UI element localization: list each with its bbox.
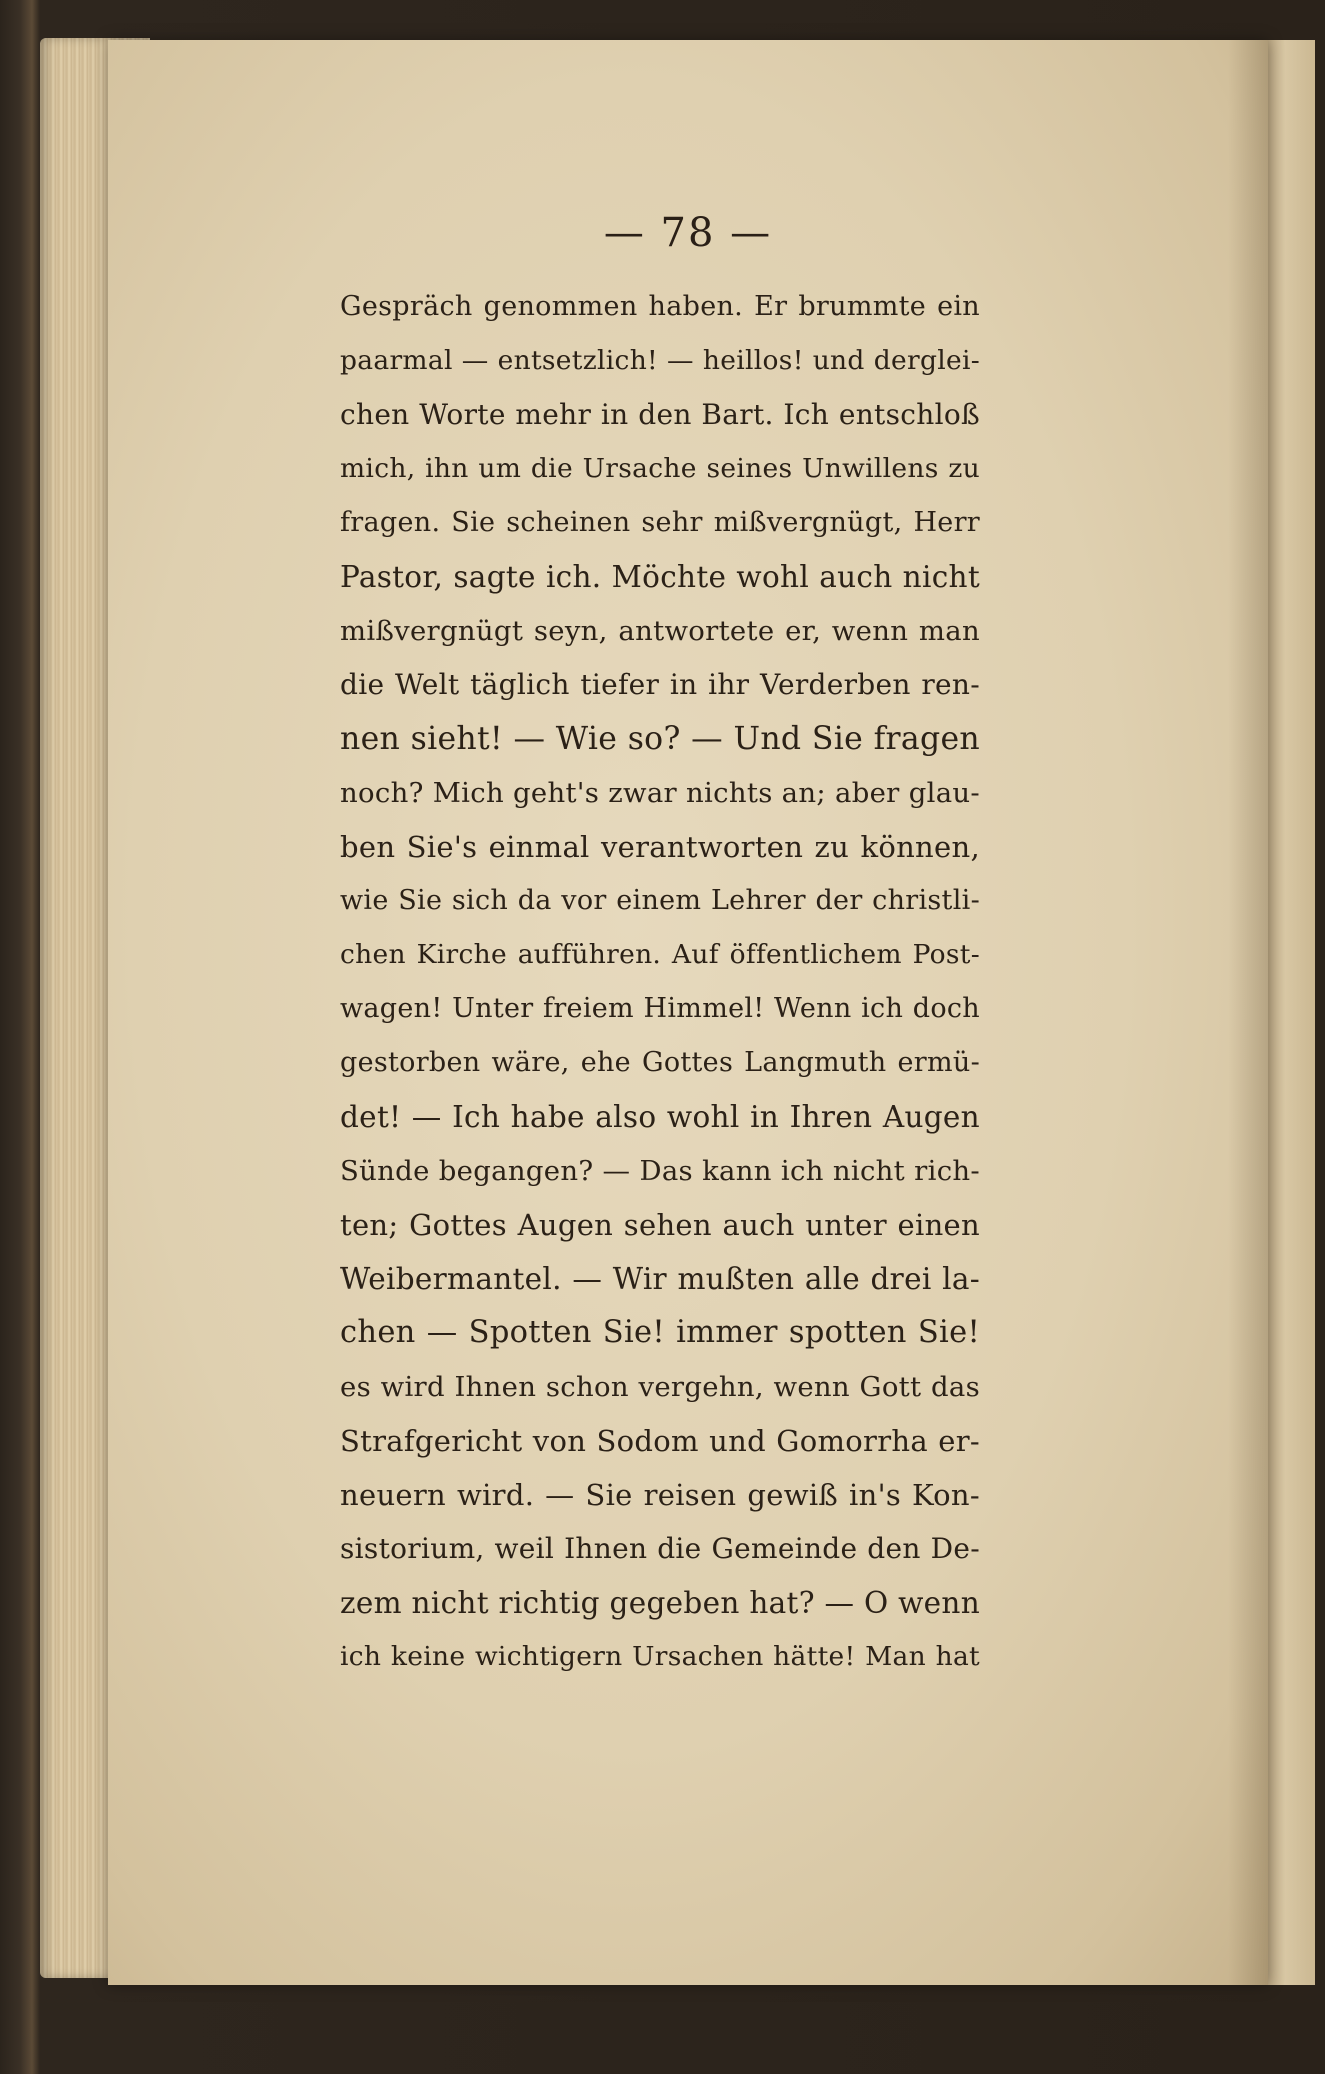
text-line: Sünde begangen? — Das kann ich nicht rich- — [340, 1155, 980, 1187]
spine-shadow — [1228, 40, 1268, 1985]
page-gutter — [1265, 40, 1315, 1985]
text-line: Weibermantel. — Wir mußten alle drei la- — [340, 1262, 980, 1296]
text-line: chen Worte mehr in den Bart. Ich entschloß — [340, 398, 980, 431]
text-line: wie Sie sich da vor einem Lehrer der christli- — [340, 885, 980, 916]
text-line: Strafgericht von Sodom und Gomorrha er- — [340, 1424, 980, 1458]
text-line: ich keine wichtigern Ursachen hätte! Man hat — [340, 1641, 980, 1672]
text-line: die Welt täglich tiefer in ihr Verderben ren- — [340, 668, 980, 701]
text-line: fragen. Sie scheinen sehr mißvergnügt, Herr — [340, 507, 980, 538]
text-line: gestorben wäre, ehe Gottes Langmuth ermü- — [340, 1047, 980, 1078]
book-page — [108, 40, 1268, 1985]
body-text — [340, 280, 980, 1684]
text-line: sistorium, weil Ihnen die Gemeinde den De- — [340, 1532, 980, 1565]
text-line: neuern wird. — Sie reisen gewiß in's Kon- — [340, 1478, 980, 1512]
text-line: ben Sie's einmal verantworten zu können, — [340, 830, 980, 864]
text-line: mich, ihn um die Ursache seines Unwillens zu — [340, 453, 980, 484]
text-line: det! — Ich habe also wohl in Ihren Augen — [340, 1100, 980, 1134]
text-line: chen — Spotten Sie! immer spotten Sie! — [340, 1315, 980, 1350]
text-line: mißvergnügt seyn, antwortete er, wenn man — [340, 615, 980, 647]
text-line: chen Kirche aufführen. Auf öffentlichem Post- — [340, 939, 980, 970]
text-line: noch? Mich geht's zwar nichts an; aber glau- — [340, 777, 980, 809]
text-line: ten; Gottes Augen sehen auch unter einen — [340, 1208, 980, 1242]
page-number: — 78 — — [603, 210, 773, 256]
text-line: zem nicht richtig gegeben hat? — O wenn — [340, 1586, 981, 1620]
text-line: Gespräch genommen haben. Er brummte ein — [340, 291, 980, 322]
text-line: nen sieht! — Wie so? — Und Sie fragen — [340, 721, 980, 757]
text-line: es wird Ihnen schon vergehn, wenn Gott das — [340, 1371, 980, 1403]
text-line: wagen! Unter freiem Himmel! Wenn ich doch — [340, 993, 980, 1024]
text-line: Pastor, sagte ich. Möchte wohl auch nicht — [340, 560, 980, 594]
text-line: paarmal — entsetzlich! — heillos! und derglei- — [340, 345, 980, 376]
